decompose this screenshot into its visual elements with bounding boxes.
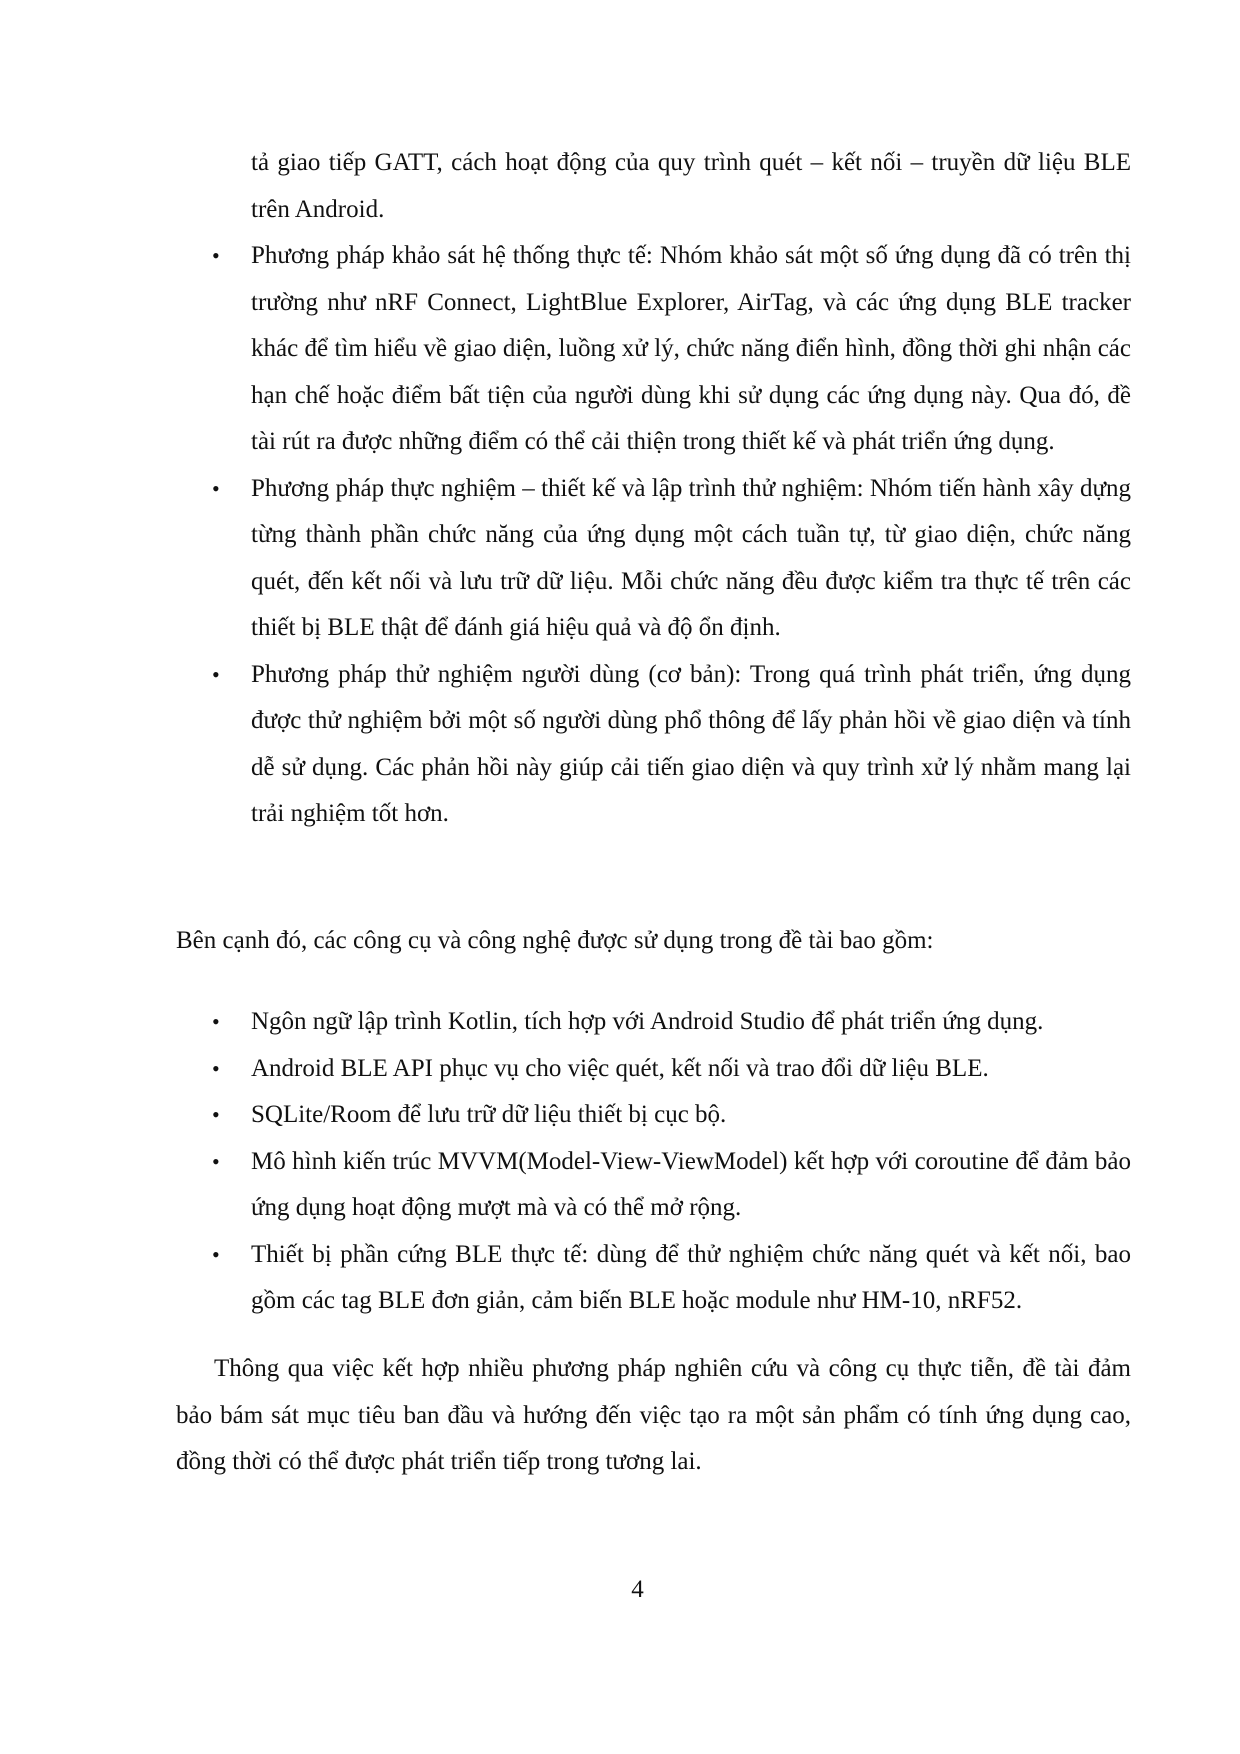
bullet-icon: • bbox=[212, 1102, 220, 1127]
list-item bbox=[176, 233, 1131, 466]
bullet-icon: • bbox=[212, 1055, 220, 1081]
bullet-icon: • bbox=[212, 1009, 220, 1034]
tool-text: Mô hình kiến trúc MVVM(Model-View-ViewModel) kết hợp với coroutine để đảm bảo ứng dụng hoạt động mượt mà và có thể mở rộng. bbox=[251, 1147, 1131, 1221]
bullet-icon: • bbox=[212, 475, 220, 501]
method-text: Phương pháp thực nghiệm – thiết kế và lập trình thử nghiệm: Nhóm tiến hành xây dựng từng thành phần chức năng của ứng dụng một cách tuần tự, từ giao diện, chức năng quét, đến kết nối và lưu trữ dữ liệu. Mỗi chức năng đều được kiểm tra thực tế trên các thiết bị BLE thật để đánh giá hiệu quả và độ ổn định. bbox=[251, 474, 1131, 641]
bullet-icon: • bbox=[212, 1148, 220, 1174]
tools-intro: Bên cạnh đó, các công cụ và công nghệ được sử dụng trong đề tài bao gồm: bbox=[176, 927, 934, 954]
conclusion-paragraph: Thông qua việc kết hợp nhiều phương pháp nghiên cứu và công cụ thực tiễn, đề tài đảm bảo bám sát mục tiêu ban đầu và hướng đến việc tạo ra một sản phẩm có tính ứng dụng cao, đồng thời có thể được phát triển tiếp trong tương lai. bbox=[176, 1355, 1131, 1475]
continuation-paragraph: tả giao tiếp GATT, cách hoạt động của quy trình quét – kết nối – truyền dữ liệu BLE trên Android. bbox=[251, 149, 1131, 223]
tool-text: Thiết bị phần cứng BLE thực tế: dùng để thử nghiệm chức năng quét và kết nối, bao gồm các tag BLE đơn giản, cảm biến BLE hoặc module như HM-10, nRF52. bbox=[251, 1240, 1131, 1314]
list-item bbox=[176, 1092, 1131, 1139]
bullet-icon: • bbox=[212, 661, 220, 687]
list-item bbox=[176, 1046, 1131, 1093]
bullet-icon: • bbox=[212, 1241, 220, 1267]
tool-text: Ngôn ngữ lập trình Kotlin, tích hợp với Android Studio để phát triển ứng dụng. bbox=[251, 1008, 1044, 1035]
list-item bbox=[176, 466, 1131, 652]
list-item bbox=[176, 999, 1131, 1046]
method-text: Phương pháp thử nghiệm người dùng (cơ bản): Trong quá trình phát triển, ứng dụng được thử nghiệm bởi một số người dùng phổ thông để lấy phản hồi về giao diện và tính dễ sử dụng. Các phản hồi này giúp cải tiến giao diện và quy trình xử lý nhằm mang lại trải nghiệm tốt hơn. bbox=[251, 660, 1131, 827]
page-number: 4 bbox=[631, 1576, 644, 1603]
methods-list bbox=[176, 233, 1131, 838]
list-item bbox=[176, 1139, 1131, 1232]
list-item bbox=[176, 652, 1131, 838]
bullet-icon: • bbox=[212, 243, 220, 268]
tools-list bbox=[176, 999, 1131, 1325]
list-item bbox=[176, 1232, 1131, 1325]
method-text: Phương pháp khảo sát hệ thống thực tế: Nhóm khảo sát một số ứng dụng đã có trên thị trường như nRF Connect, LightBlue Explorer, AirTag, và các ứng dụng BLE tracker khác để tìm hiểu về giao diện, luồng xử lý, chức năng điển hình, đồng thời ghi nhận các hạn chế hoặc điểm bất tiện của người dùng khi sử dụng các ứng dụng này. Qua đó, đề tài rút ra được những điểm có thể cải thiện trong thiết kế và phát triển ứng dụng. bbox=[251, 242, 1131, 455]
tool-text: SQLite/Room để lưu trữ dữ liệu thiết bị cục bộ. bbox=[251, 1101, 727, 1128]
tool-text: Android BLE API phục vụ cho việc quét, kết nối và trao đổi dữ liệu BLE. bbox=[251, 1054, 989, 1082]
